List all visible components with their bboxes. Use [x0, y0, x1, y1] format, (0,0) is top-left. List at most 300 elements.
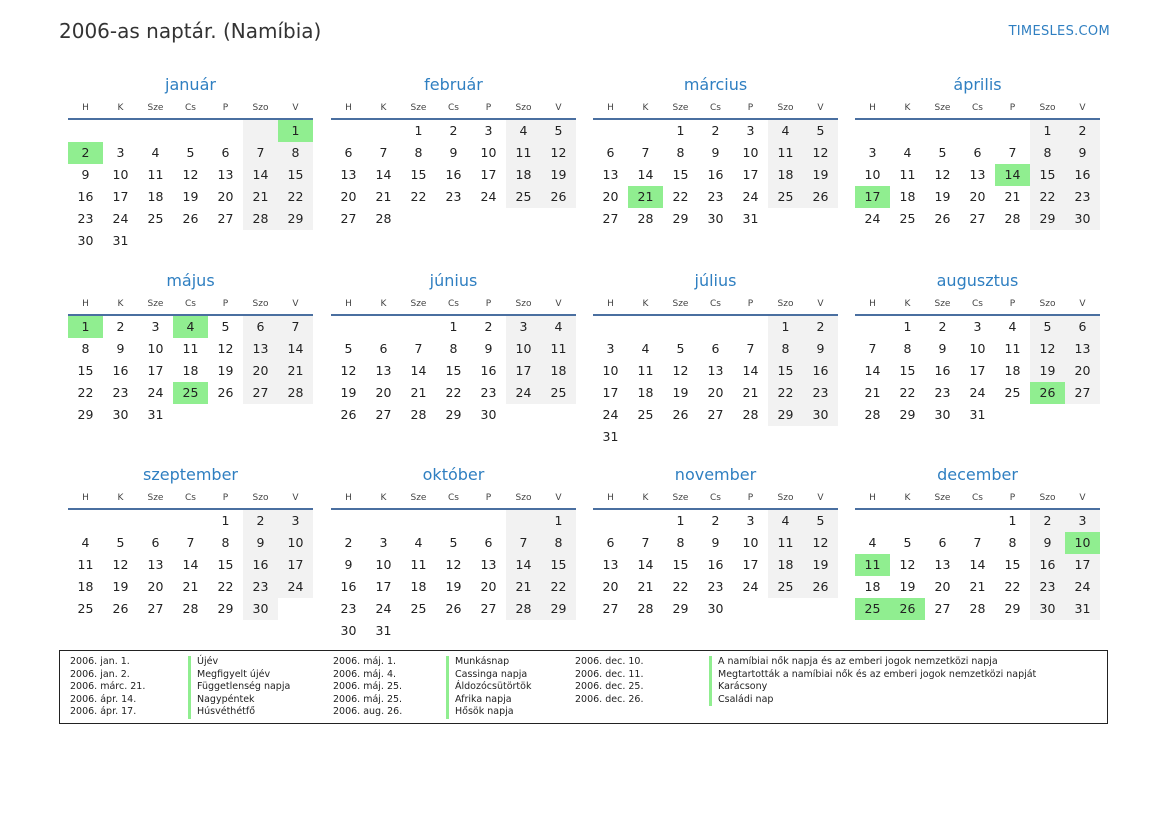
- weekday-label: H: [869, 103, 876, 113]
- day-cell: 30: [480, 407, 497, 422]
- empty-cell: [803, 598, 838, 620]
- weekday-label: Sze: [672, 299, 689, 309]
- legend-date: 2006. dec. 26.: [575, 693, 644, 705]
- day-cell: 28: [243, 208, 278, 230]
- legend-date: 2006. máj. 4.: [333, 668, 397, 680]
- days-grid: [855, 316, 1100, 426]
- empty-cell: [541, 620, 576, 642]
- day-cell: 13: [934, 557, 951, 572]
- day-cell: 9: [711, 145, 720, 160]
- day-cell: 27: [480, 601, 497, 616]
- month-4: [855, 72, 1100, 230]
- days-grid: [593, 510, 838, 620]
- month-11: [593, 462, 838, 620]
- month-name: március: [683, 75, 748, 94]
- weekday-label: Szo: [252, 103, 269, 113]
- day-cell: 12: [803, 142, 838, 164]
- day-cell: 1: [768, 316, 803, 338]
- month-name: február: [424, 75, 483, 94]
- weekday-label: H: [607, 493, 614, 503]
- day-cell: 17: [969, 363, 986, 378]
- days-grid: [331, 316, 576, 426]
- day-cell: 7: [641, 535, 650, 550]
- weekday-header: [593, 488, 838, 510]
- day-cell: 10: [278, 532, 313, 554]
- day-cell: 24: [742, 579, 759, 594]
- day-cell: 11: [77, 557, 94, 572]
- day-cell: 20: [375, 385, 392, 400]
- day-cell: 15: [541, 554, 576, 576]
- day-cell: 7: [506, 532, 541, 554]
- day-cell: 17: [147, 363, 164, 378]
- empty-cell: [925, 510, 960, 532]
- weekday-label: Cs: [185, 299, 196, 309]
- day-cell: 23: [112, 385, 129, 400]
- empty-cell: [628, 426, 663, 448]
- legend-date: 2006. márc. 21.: [70, 681, 146, 693]
- day-cell: 13: [1065, 338, 1100, 360]
- day-cell: 15: [410, 167, 427, 182]
- day-cell: 16: [934, 363, 951, 378]
- day-cell: 23: [1065, 186, 1100, 208]
- empty-cell: [471, 620, 506, 642]
- weekday-label: H: [607, 103, 614, 113]
- day-cell: 1: [449, 319, 458, 334]
- day-cell: 2: [68, 142, 103, 164]
- empty-cell: [173, 230, 208, 252]
- month-1: [68, 72, 313, 252]
- day-cell: 19: [112, 579, 129, 594]
- day-cell: 26: [803, 576, 838, 598]
- day-cell: 10: [1065, 532, 1100, 554]
- day-cell: 19: [217, 363, 234, 378]
- day-cell: 4: [768, 510, 803, 532]
- weekday-label: P: [485, 299, 492, 309]
- empty-cell: [855, 120, 890, 142]
- day-cell: 25: [173, 382, 208, 404]
- weekday-label: Cs: [448, 493, 459, 503]
- legend-date: 2006. máj. 1.: [333, 656, 397, 667]
- day-cell: 5: [344, 341, 353, 356]
- day-cell: 31: [1065, 598, 1100, 620]
- day-cell: 12: [340, 363, 357, 378]
- day-cell: 25: [899, 211, 916, 226]
- day-cell: 27: [340, 211, 357, 226]
- day-cell: 9: [243, 532, 278, 554]
- day-cell: 22: [410, 189, 427, 204]
- empty-cell: [278, 404, 313, 426]
- day-cell: 25: [768, 576, 803, 598]
- day-cell: 3: [484, 123, 493, 138]
- day-cell: 12: [112, 557, 129, 572]
- day-cell: 11: [768, 142, 803, 164]
- day-cell: 14: [410, 363, 427, 378]
- day-cell: 23: [707, 189, 724, 204]
- day-cell: 24: [480, 189, 497, 204]
- day-cell: 25: [1004, 385, 1021, 400]
- legend-names-col1: [188, 656, 290, 719]
- day-cell: 29: [899, 407, 916, 422]
- weekday-label: P: [1009, 299, 1016, 309]
- day-cell: 31: [742, 211, 759, 226]
- day-cell: 22: [672, 579, 689, 594]
- weekday-label: K: [117, 493, 124, 503]
- empty-cell: [628, 316, 663, 338]
- day-cell: 27: [969, 211, 986, 226]
- day-cell: 6: [1065, 316, 1100, 338]
- empty-cell: [733, 316, 768, 338]
- day-cell: 16: [803, 360, 838, 382]
- day-cell: 7: [746, 341, 755, 356]
- day-cell: 14: [742, 363, 759, 378]
- day-cell: 4: [641, 341, 650, 356]
- day-cell: 28: [742, 407, 759, 422]
- day-cell: 22: [899, 385, 916, 400]
- empty-cell: [541, 404, 576, 426]
- day-cell: 25: [855, 598, 890, 620]
- day-cell: 20: [217, 189, 234, 204]
- day-cell: 13: [340, 167, 357, 182]
- day-cell: 23: [445, 189, 462, 204]
- day-cell: 10: [375, 557, 392, 572]
- day-cell: 15: [278, 164, 313, 186]
- day-cell: 17: [375, 579, 392, 594]
- weekday-label: Szo: [1039, 493, 1056, 503]
- day-cell: 30: [803, 404, 838, 426]
- day-cell: 2: [116, 319, 125, 334]
- day-cell: 1: [1008, 513, 1017, 528]
- day-cell: 2: [449, 123, 458, 138]
- day-cell: 12: [803, 532, 838, 554]
- day-cell: 6: [243, 316, 278, 338]
- day-cell: 18: [899, 189, 916, 204]
- day-cell: 19: [445, 579, 462, 594]
- day-cell: 12: [541, 142, 576, 164]
- day-cell: 24: [602, 407, 619, 422]
- weekday-label: P: [222, 493, 229, 503]
- day-cell: 31: [375, 623, 392, 638]
- weekday-label: H: [82, 493, 89, 503]
- day-cell: 27: [1065, 382, 1100, 404]
- day-cell: 12: [934, 167, 951, 182]
- weekday-label: Sze: [410, 103, 427, 113]
- weekday-label: K: [380, 493, 387, 503]
- day-cell: 5: [116, 535, 125, 550]
- weekday-label: P: [747, 299, 754, 309]
- day-cell: 29: [278, 208, 313, 230]
- legend-holiday-name: Hősök napja: [446, 706, 531, 719]
- weekday-label: H: [345, 493, 352, 503]
- day-cell: 27: [375, 407, 392, 422]
- empty-cell: [68, 510, 103, 532]
- day-cell: 31: [602, 429, 619, 444]
- day-cell: 8: [278, 142, 313, 164]
- empty-cell: [593, 120, 628, 142]
- day-cell: 4: [173, 316, 208, 338]
- day-cell: 23: [480, 385, 497, 400]
- empty-cell: [506, 404, 541, 426]
- day-cell: 27: [147, 601, 164, 616]
- empty-cell: [68, 120, 103, 142]
- weekday-label: Cs: [448, 103, 459, 113]
- day-cell: 4: [1008, 319, 1017, 334]
- day-cell: 5: [541, 120, 576, 142]
- day-cell: 6: [344, 145, 353, 160]
- legend-holiday-name: Áldozócsütörtök: [446, 681, 531, 694]
- site-link[interactable]: TIMESLES.COM: [1008, 24, 1110, 39]
- weekday-label: Cs: [710, 493, 721, 503]
- day-cell: 24: [742, 189, 759, 204]
- day-cell: 14: [969, 557, 986, 572]
- empty-cell: [855, 510, 890, 532]
- day-cell: 4: [414, 535, 423, 550]
- day-cell: 29: [768, 404, 803, 426]
- weekday-label: Szo: [777, 103, 794, 113]
- legend-date: 2006. dec. 25.: [575, 681, 644, 693]
- empty-cell: [1030, 404, 1065, 426]
- day-cell: 17: [602, 385, 619, 400]
- day-cell: 30: [112, 407, 129, 422]
- empty-cell: [103, 510, 138, 532]
- day-cell: 6: [151, 535, 160, 550]
- day-cell: 1: [1030, 120, 1065, 142]
- day-cell: 24: [375, 601, 392, 616]
- day-cell: 20: [934, 579, 951, 594]
- day-cell: 10: [742, 535, 759, 550]
- day-cell: 1: [68, 316, 103, 338]
- day-cell: 27: [934, 601, 951, 616]
- empty-cell: [803, 208, 838, 230]
- legend-names-col3: [709, 656, 1036, 706]
- empty-cell: [436, 208, 471, 230]
- empty-cell: [663, 426, 698, 448]
- day-cell: 2: [711, 123, 720, 138]
- weekday-label: Cs: [448, 299, 459, 309]
- day-cell: 13: [243, 338, 278, 360]
- weekday-label: P: [222, 299, 229, 309]
- weekday-header: [855, 488, 1100, 510]
- month-3: [593, 72, 838, 230]
- weekday-label: V: [817, 493, 824, 503]
- day-cell: 6: [221, 145, 230, 160]
- weekday-label: Cs: [185, 103, 196, 113]
- day-cell: 16: [1030, 554, 1065, 576]
- empty-cell: [436, 620, 471, 642]
- day-cell: 17: [112, 189, 129, 204]
- weekday-header: [331, 294, 576, 316]
- empty-cell: [173, 510, 208, 532]
- day-cell: 1: [676, 123, 685, 138]
- day-cell: 1: [221, 513, 230, 528]
- day-cell: 28: [182, 601, 199, 616]
- day-cell: 11: [147, 167, 164, 182]
- day-cell: 6: [379, 341, 388, 356]
- day-cell: 28: [637, 211, 654, 226]
- days-grid: [855, 120, 1100, 230]
- day-cell: 29: [445, 407, 462, 422]
- day-cell: 14: [278, 338, 313, 360]
- day-cell: 25: [541, 382, 576, 404]
- day-cell: 18: [864, 579, 881, 594]
- day-cell: 26: [672, 407, 689, 422]
- empty-cell: [593, 316, 628, 338]
- day-cell: 22: [1030, 186, 1065, 208]
- day-cell: 6: [973, 145, 982, 160]
- day-cell: 26: [112, 601, 129, 616]
- day-cell: 7: [414, 341, 423, 356]
- weekday-label: V: [292, 299, 299, 309]
- day-cell: 14: [243, 164, 278, 186]
- weekday-label: P: [485, 103, 492, 113]
- legend-holiday-name: Húsvéthétfő: [188, 706, 290, 719]
- day-cell: 3: [868, 145, 877, 160]
- day-cell: 9: [344, 557, 353, 572]
- day-cell: 9: [449, 145, 458, 160]
- day-cell: 24: [506, 382, 541, 404]
- day-cell: 3: [746, 513, 755, 528]
- day-cell: 17: [278, 554, 313, 576]
- weekday-label: K: [380, 103, 387, 113]
- weekday-label: H: [82, 299, 89, 309]
- day-cell: 25: [410, 601, 427, 616]
- day-cell: 16: [480, 363, 497, 378]
- weekday-label: Sze: [672, 493, 689, 503]
- day-cell: 15: [217, 557, 234, 572]
- day-cell: 11: [768, 532, 803, 554]
- day-cell: 2: [1065, 120, 1100, 142]
- day-cell: 10: [112, 167, 129, 182]
- day-cell: 2: [803, 316, 838, 338]
- day-cell: 18: [1004, 363, 1021, 378]
- day-cell: 8: [768, 338, 803, 360]
- empty-cell: [768, 598, 803, 620]
- day-cell: 23: [934, 385, 951, 400]
- day-cell: 11: [182, 341, 199, 356]
- month-name: április: [953, 75, 1002, 94]
- day-cell: 9: [81, 167, 90, 182]
- day-cell: 26: [890, 598, 925, 620]
- weekday-header: [593, 294, 838, 316]
- day-cell: 24: [147, 385, 164, 400]
- empty-cell: [698, 426, 733, 448]
- day-cell: 11: [1004, 341, 1021, 356]
- empty-cell: [506, 620, 541, 642]
- day-cell: 18: [147, 189, 164, 204]
- day-cell: 2: [1030, 510, 1065, 532]
- empty-cell: [541, 208, 576, 230]
- day-cell: 28: [969, 601, 986, 616]
- weekday-label: Sze: [147, 103, 164, 113]
- day-cell: 31: [112, 233, 129, 248]
- day-cell: 8: [541, 532, 576, 554]
- weekday-label: H: [869, 493, 876, 503]
- day-cell: 31: [147, 407, 164, 422]
- weekday-label: P: [747, 103, 754, 113]
- weekday-label: Szo: [515, 103, 532, 113]
- day-cell: 8: [1030, 142, 1065, 164]
- day-cell: 18: [768, 554, 803, 576]
- weekday-header: [68, 98, 313, 120]
- day-cell: 14: [995, 164, 1030, 186]
- day-cell: 2: [711, 513, 720, 528]
- day-cell: 21: [1004, 189, 1021, 204]
- empty-cell: [698, 316, 733, 338]
- month-name: október: [422, 465, 485, 484]
- weekday-label: Szo: [252, 493, 269, 503]
- legend-holiday-name: Újév: [188, 656, 290, 669]
- day-cell: 29: [1030, 208, 1065, 230]
- day-cell: 7: [868, 341, 877, 356]
- day-cell: 1: [278, 120, 313, 142]
- day-cell: 20: [147, 579, 164, 594]
- weekday-label: Szo: [1039, 299, 1056, 309]
- day-cell: 16: [707, 167, 724, 182]
- day-cell: 22: [672, 189, 689, 204]
- empty-cell: [366, 316, 401, 338]
- empty-cell: [890, 510, 925, 532]
- day-cell: 15: [768, 360, 803, 382]
- day-cell: 14: [375, 167, 392, 182]
- legend-dates-col1: [70, 656, 145, 719]
- day-cell: 11: [899, 167, 916, 182]
- day-cell: 5: [676, 341, 685, 356]
- empty-cell: [628, 510, 663, 532]
- day-cell: 12: [899, 557, 916, 572]
- day-cell: 25: [77, 601, 94, 616]
- day-cell: 20: [340, 189, 357, 204]
- weekday-label: P: [485, 493, 492, 503]
- weekday-label: Sze: [934, 299, 951, 309]
- empty-cell: [138, 510, 173, 532]
- day-cell: 14: [182, 557, 199, 572]
- day-cell: 20: [602, 189, 619, 204]
- day-cell: 19: [934, 189, 951, 204]
- day-cell: 7: [243, 142, 278, 164]
- weekday-header: [331, 98, 576, 120]
- weekday-label: K: [904, 299, 911, 309]
- day-cell: 4: [768, 120, 803, 142]
- empty-cell: [506, 510, 541, 532]
- day-cell: 19: [803, 554, 838, 576]
- day-cell: 24: [969, 385, 986, 400]
- day-cell: 10: [864, 167, 881, 182]
- legend-holiday-name: Megtartották a namíbiai nők és az emberi jogok nemzetközi napját: [709, 669, 1036, 682]
- day-cell: 21: [628, 186, 663, 208]
- day-cell: 9: [116, 341, 125, 356]
- weekday-label: Cs: [710, 299, 721, 309]
- empty-cell: [331, 316, 366, 338]
- empty-cell: [243, 230, 278, 252]
- empty-cell: [401, 510, 436, 532]
- day-cell: 20: [707, 385, 724, 400]
- day-cell: 5: [803, 510, 838, 532]
- weekday-label: Szo: [252, 299, 269, 309]
- day-cell: 18: [410, 579, 427, 594]
- day-cell: 16: [77, 189, 94, 204]
- weekday-label: H: [345, 103, 352, 113]
- day-cell: 28: [410, 407, 427, 422]
- day-cell: 21: [506, 576, 541, 598]
- day-cell: 14: [864, 363, 881, 378]
- weekday-label: V: [555, 493, 562, 503]
- day-cell: 2: [344, 535, 353, 550]
- day-cell: 16: [445, 167, 462, 182]
- day-cell: 10: [147, 341, 164, 356]
- empty-cell: [243, 120, 278, 142]
- day-cell: 3: [973, 319, 982, 334]
- weekday-label: Sze: [147, 299, 164, 309]
- month-12: [855, 462, 1100, 620]
